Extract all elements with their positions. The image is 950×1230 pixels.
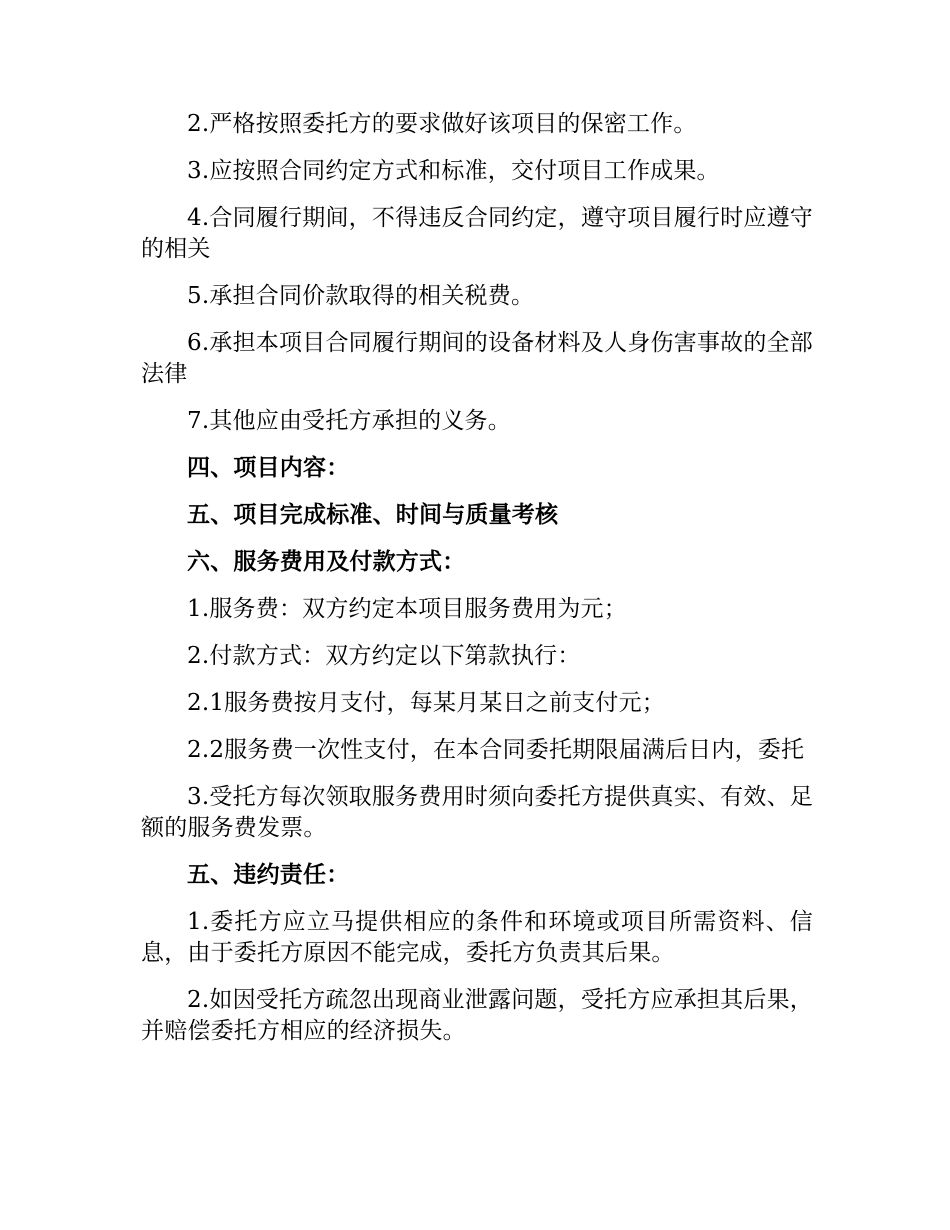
section-heading-completion-standard: 五、项目完成标准、时间与质量考核 (187, 502, 559, 528)
section-heading-project-content: 四、项目内容： (187, 455, 350, 481)
clause-deliver-results: 3.应按照合同约定方式和标准，交付项目工作成果。 (187, 158, 720, 184)
clause-taxes: 5.承担合同价款取得的相关税费。 (187, 283, 535, 309)
clause-payment-method: 2.付款方式：双方约定以下第款执行： (187, 643, 581, 669)
clause-liability: 6.承担本项目合同履行期间的设备材料及人身伤害事故的全部法律 (141, 330, 813, 387)
clause-invoice: 3.受托方每次领取服务费用时须向委托方提供真实、有效、足额的服务费发票。 (141, 784, 813, 841)
document-body (141, 109, 813, 1063)
clause-service-fee: 1.服务费：双方约定本项目服务费用为元； (187, 596, 627, 622)
clause-leak-compensation: 2.如因受托方疏忽出现商业泄露问题，受托方应承担其后果，并赔偿委托方相应的经济损失。 (141, 987, 813, 1044)
section-heading-fees-payment: 六、服务费用及付款方式： (187, 549, 466, 575)
clause-client-provide: 1.委托方应立马提供相应的条件和环境或项目所需资料、信息，由于委托方原因不能完成，委托方负责其后果。 (141, 909, 813, 966)
section-heading-breach: 五、违约责任： (187, 862, 350, 888)
clause-monthly-payment: 2.1服务费按月支付，每某月某日之前支付元； (187, 690, 665, 716)
clause-other-obligations: 7.其他应由受托方承担的义务。 (187, 408, 511, 434)
clause-confidentiality: 2.严格按照委托方的要求做好该项目的保密工作。 (187, 111, 697, 137)
clause-comply-contract: 4.合同履行期间，不得违反合同约定，遵守项目履行时应遵守的相关 (141, 205, 813, 262)
clause-lump-sum-payment: 2.2服务费一次性支付，在本合同委托期限届满后日内，委托 (187, 737, 805, 763)
